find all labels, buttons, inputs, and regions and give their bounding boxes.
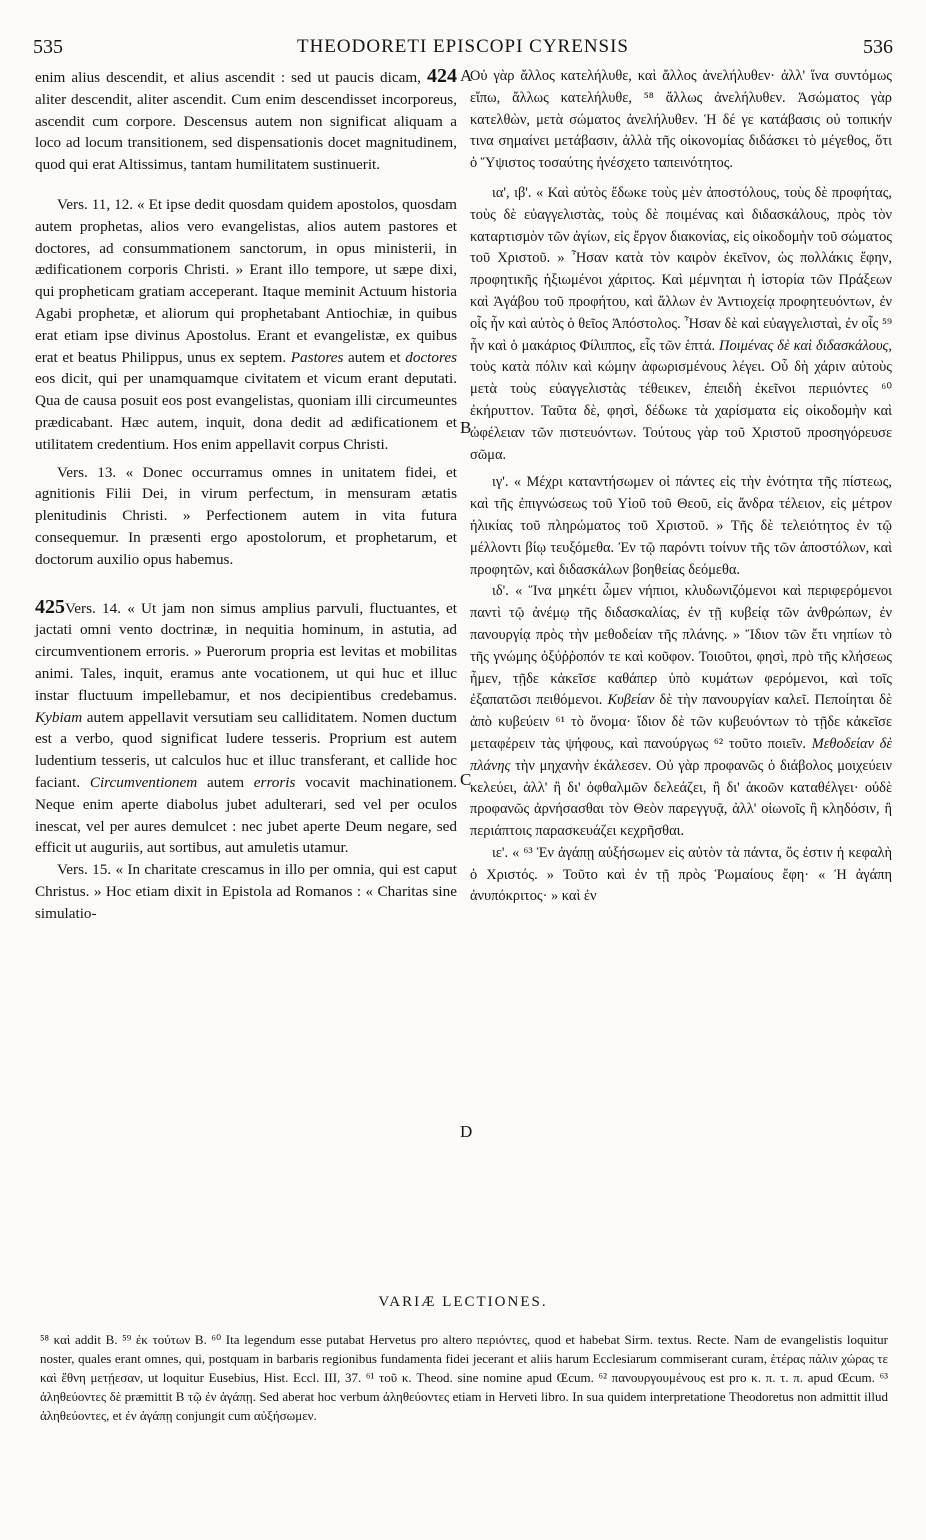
latin-paragraph-5: Vers. 15. « In charitate crescamus in illo per omnia, qui est caput Christus. » Hoc etiam dixit in Epistola ad Romanos : « Charitas sine simulatio- [35, 861, 457, 922]
variae-lectiones-title: VARIÆ LECTIONES. [378, 1294, 548, 1310]
running-title: THEODORETI EPISCOPI CYRENSIS [296, 36, 630, 57]
latin-column [35, 66, 457, 924]
greek-paragraph-5: ιε'. « ⁶³ Ἐν ἀγάπῃ αὐξήσωμεν εἰς αὐτὸν τὰ πάντα, ὅς ἐστιν ἡ κεφαλὴ ὁ Χριστός. » Τοῦτο καὶ ἐν τῇ πρὸς Ῥωμαίους ἔφη· « Ἡ ἀγάπη ἀνυπόκριτος· » καὶ ἐν [470, 844, 892, 905]
greek-column [470, 66, 892, 908]
margin-marker-d: D [460, 1122, 473, 1141]
latin-paragraph-3: Vers. 13. « Donec occurramus omnes in unitatem fidei, et agnitionis Filii Dei, in virum perfectum, in mensuram ætatis plenitudinis Christi. » Perfectionem autem in vita futura consequemur. In præsenti ergo apostolorum, et prophetarum, et doctorum auxilio opus habemus. [35, 463, 457, 568]
column-number-424: 424 [427, 65, 457, 87]
margin-marker-a: A [460, 66, 473, 85]
margin-marker-b: B [460, 418, 472, 437]
latin-paragraph-2: Vers. 11, 12. « Et ipse dedit quosdam quidem apostolos, quosdam autem prophetas, alios vero evangelistas, alios autem pastores et doctores, ad consummationem sanctorum, in opus ministerii, in ædificationem corporis Christi. » Erant illo tempore, ut sæpe dixi, qui propheticam gratiam acceperant. Itaque meminit Actuum historia Agabi prophetæ, et aliorum qui prophetabant Antiochiæ, in quibus erat etiam ipse divinus Apostolus. Erant et evangelistæ, ex quibus erat et beatus Philippus, unus ex septem. Pastores autem et doctores eos dicit, qui per unamquamque civitatem et vicum erant deputati. Qua de causa posuit eos post evangelistas, quoniam illi circumeuntes prædicabant. Hæc autem, inquit, dona dedit ad ædificationem et utilitatem credentium. Hos enim appellavit corpus Christi. [35, 195, 457, 453]
greek-paragraph-1: Οὐ γὰρ ἄλλος κατελήλυθε, καὶ ἄλλος ἀνελήλυθεν· ἀλλ' ἵνα συντόμως εἴπω, ἄλλως κατελήλυθε, ⁵⁸ ἄλλως ἀνελήλυθεν. Ἀσώματος γὰρ κατελθὼν, μετὰ σώματος ἀνελήλυθεν. Ἡ δέ γε κατάβασις οὐ τοπικήν τινα σημαίνει μετάβασιν, ἀλλὰ τῆς οἰκονομίας διδάσκει τὸ μέγεθος, ὅτι ὁ Ὕψιστος τοσαύτης ἠνέσχετο ταπεινότητος. [470, 68, 892, 172]
page-number-right: 536 [863, 36, 893, 58]
greek-paragraph-4: ιδ'. « Ἵνα μηκέτι ὦμεν νήπιοι, κλυδωνιζόμενοι καὶ περιφερόμενοι παντὶ τῷ ἀνέμῳ τῆς διδασκαλίας, ἐν τῇ κυβείᾳ τῶν ἀνθρώπων, ἐν πανουργίᾳ πρὸς τὴν μεθοδείαν τῆς πλάνης. » Ἴδιον τῶν ἔτι νηπίων τὸ τῆς γνώμης ὀξύῤῥοπόν τε καὶ κοῦφον. Τοιοῦτοι, φησὶ, πρὸ τῆς κλήσεως ἦμεν, τῇδε κἀκεῖσε καθάπερ ὑπὸ κυμάτων φερόμενοι, καὶ τοῖς ἐξαπατῶσι πειθόμενοι. Κυβείαν δὲ τὴν πανουργίαν καλεῖ. Πεποίηται δὲ ἀπὸ κυβεύειν ⁶¹ τὸ ὄνομα· ἴδιον δὲ τῶν κυβευόντων τὸ τῇδε κἀκεῖσε μεταφέρειν τὰς ψήφους, καὶ πανούργως ⁶² τοῦτο ποιεῖν. Μεθοδείαν δὲ πλάνης τὴν μηχανὴν ἐκάλεσεν. Οὐ γὰρ προφανῶς ὁ διάβολος μοιχεύειν κελεύει, ἀλλ' ἢ δι' ὀφθαλμῶν δελεάζει, ἢ δι' ἀκοῶν καταθέλγει· οὐδὲ προφανῶς ἀρνήσασθαι τὸν Θεὸν παρεγγυᾷ, ἀλλ' οἰωνοῖς ἢ κληδόσιν, ἢ περιάπτοις παρασκευάζει κεχρῆσθαι. [470, 583, 892, 840]
margin-marker-c: C [460, 770, 472, 789]
latin-paragraph-4: 425Vers. 14. « Ut jam non simus amplius parvuli, fluctuantes, et jactati omni vento doctrinæ, in nequitia hominum, in astutia, ad circumventionem erroris. » Puerorum propria est levitas et mobilitas animi. Tales, inquit, eramus ante vocationem, ut qui huc et illuc instar fluctuum impellebamur, et nos decipientibus credebamus. Kybiam autem appellavit versutiam seu calliditatem. Nomen ductum est a verbo, quod significat ludere tesseris. Proprium est autem ludentium tesseris, ut calculos huc et illuc transferant, et callide hoc faciant. Circumventionem autem erroris vocavit machinationem. Neque enim aperte diabolus jubet adulterari, sed vel per oculos inescat, vel per aures demulcet : nec jubet aperte Deum negare, sed efficit ut auguriis, aut sortibus, aut amuletis utamur. [35, 595, 457, 857]
column-number-425: 425 [35, 595, 65, 618]
variae-lectiones-notes: ⁵⁸ καὶ addit B. ⁵⁹ ἐκ τούτων B. ⁶⁰ Ita legendum esse putabat Hervetus pro altero περιόντες, quod et habebat Sirm. textus. Recte. Nam de evangelistis loquitur noster, quales erant omnes, qui, postquam in barbaris regionibus fundamenta fidei jecerant et aliis harum Ecclesiarum commiserant curam, ἑτέρας πάλιν χώρας τε καὶ ἔθνη μετῄεσαν, ut loquitur Eusebius, Hist. Eccl. III, 37. ⁶¹ τοῦ κ. Theod. sine nomine apud Œcum. ⁶² πανουργουμένους est pro κ. π. τ. π. apud Œcum. ⁶³ ἀληθεύοντες δὲ præmittit B τῷ ἐν ἀγάπῃ. Sed aberat hoc verbum ἀληθεύοντες etiam in Herveti libro. In sua quidem interpretatione Theodoretus non admittit illud ἀληθεύοντες, et ἐν ἀγάπῃ conjungit cum αὐξήσωμεν. [40, 1332, 888, 1423]
page-number-left: 535 [33, 36, 63, 58]
greek-paragraph-3: ιγ'. « Μέχρι καταντήσωμεν οἱ πάντες εἰς τὴν ἑνότητα τῆς πίστεως, καὶ τῆς ἐπιγνώσεως τοῦ Υἱοῦ τοῦ Θεοῦ, εἰς ἄνδρα τέλειον, εἰς μέτρον ἡλικίας τοῦ πληρώματος τοῦ Χριστοῦ. » Τῆς δὲ τελειότητος ἐν τῷ μέλλοντι βίῳ τευξόμεθα. Ἐν τῷ παρόντι τοίνυν τῆς τῶν ἀποστόλων, καὶ προφητῶν, καὶ διδασκάλων βοηθείας δεόμεθα. [470, 474, 892, 578]
latin-paragraph-1: enim alius descendit, et alius ascendit : sed ut paucis dicam, 424 aliter descendit, aliter ascendit. Cum enim descendisset incorporeus, ascendit cum corpore. Descensus autem non significat aliquam a loco ad locum transitionem, sed dispensationis docet magnitudinem, quod qui erat Altissimus, tantam humilitatem sustinuerit. [35, 65, 457, 174]
running-header [33, 36, 893, 66]
greek-paragraph-2: ια', ιβ'. « Καὶ αὐτὸς ἔδωκε τοὺς μὲν ἀποστόλους, τοὺς δὲ προφήτας, τοὺς δὲ εὐαγγελιστὰς, τοὺς δὲ ποιμένας καὶ διδασκάλους, πρὸς τὸν καταρτισμὸν τῶν ἁγίων, εἰς ἔργον διακονίας, εἰς οἰκοδομὴν τοῦ σώματος τοῦ Χριστοῦ. » Ἦσαν κατὰ τὸν καιρὸν ἐκεῖνον, ὡς πολλάκις ἔφην, προφητικῆς ἠξιωμένοι χάριτος. Καὶ μέμνηται ἡ ἱστορία τῶν Πράξεων καὶ Ἀγάβου τοῦ προφήτου, καὶ ἄλλων ἐν Ἀντιοχείᾳ προφητευόντων, ἐν οἷς ἦν καὶ αὐτὸς ὁ θεῖος Ἀπόστολος. Ἦσαν δὲ καὶ εὐαγγελισταὶ, ἐν οἷς ⁵⁹ ἦν καὶ ὁ μακάριος Φίλιππος, εἷς τῶν ἑπτά. Ποιμένας δὲ καὶ διδασκάλους, τοὺς κατὰ πόλιν καὶ κώμην ἀφωρισμένους λέγει. Οὗ δὴ χάριν αὐτοὺς μετὰ τοὺς εὐαγγελιστὰς τέθεικεν, ἐπειδὴ ἐκεῖνοι περιιόντες ⁶⁰ ἐκήρυττον. Ταῦτα δὲ, φησὶ, δέδωκε τὰ χαρίσματα εἰς οἰκοδομὴν καὶ ὠφέλειαν τῶν πιστευόντων. Τούτους γὰρ τοῦ Χριστοῦ προσηγόρευσε σῶμα. [470, 184, 892, 463]
